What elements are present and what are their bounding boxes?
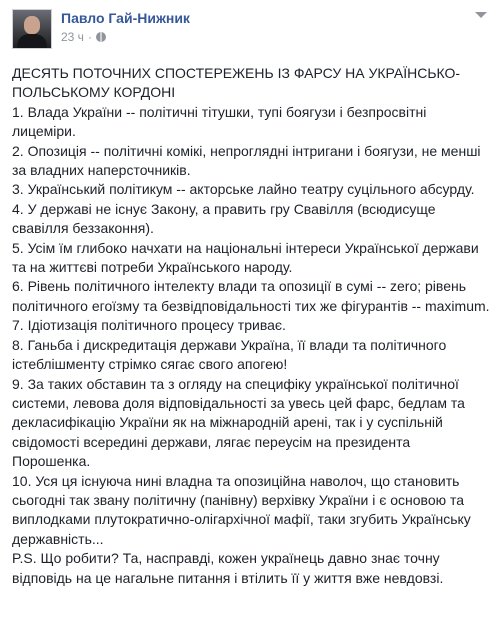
post-paragraph-5: 5. Усім їм глибоко начхати на національні інтереси Української держави та на життєві потреби Українського народу.	[12, 239, 479, 276]
post-title: ДЕСЯТЬ ПОТОЧНИХ СПОСТЕРЕЖЕНЬ ІЗ ФАРСУ НА УКРАЇНСЬКО-ПОЛЬСЬКОМУ КОРДОНІ	[12, 65, 461, 101]
post-timestamp[interactable]: 23 ч	[61, 30, 84, 44]
post-paragraph-4: 4. У державі не існує Закону, а править гру Свавілля (всюдисуще свавілля беззаконня).	[12, 200, 436, 237]
separator-dot: ·	[87, 30, 92, 44]
chevron-down-icon[interactable]	[475, 12, 487, 18]
post-paragraph-8: 8. Ганьба і дискредитація держави Україна, її влади та політичного істеблішменту стрімко сягає свого апогею!	[12, 336, 447, 373]
post-text	[12, 64, 490, 588]
post-paragraph-10: 10. Уся ця існуюча нині владна та опозиційна наволоч, що становить сьогодні так звану політичну (панівну) верхівку України і є основою та виплодками плутократично-олігархічної мафії, таки згубить Українську державність...	[12, 472, 471, 547]
globe-icon[interactable]	[96, 32, 106, 42]
post-paragraph-7: 7. Ідіотизація політичного процесу триває.	[12, 317, 286, 334]
post-meta	[61, 9, 190, 51]
post-paragraph-6: 6. Рівень політичного інтелекту влади та опозиції в сумі -- zero; рівень політичного егоїзму та безвідповідальності тих же фігурантів -- maximum.	[12, 278, 490, 314]
post-postscript: P.S. Що робити? Та, насправді, кожен українець давно знає точну відповідь на це нагальне питання і втілить її у життя вже невдовзі.	[12, 550, 444, 586]
post-paragraph-9: 9. За таких обставин та з огляду на специфіку української політичної системи, левова доля відповідальності за увесь цей фарс, бедлам та декласифікацію України як на міжнародній арені, так і у суспільній свідомості всередині держави, лягає переусім на президента Порошенка.	[12, 375, 465, 470]
avatar-body	[17, 34, 47, 49]
post-subline	[61, 30, 190, 44]
avatar[interactable]	[12, 9, 52, 49]
post-header	[12, 9, 190, 51]
post-paragraph-2: 2. Опозиція -- політичні комікі, непроглядні інтригани і боягузи, не менші за владних наперсточників.	[12, 142, 481, 179]
post-paragraph-1: 1. Влада України -- політичні тітушки, тупі боягузи і безпросвітні лицеміри.	[12, 103, 427, 140]
post-paragraph-3: 3. Український політикум -- акторське лайно театру суцільного абсурду.	[12, 181, 475, 198]
avatar-head	[24, 16, 40, 34]
author-name[interactable]: Павло Гай-Нижник	[61, 10, 190, 26]
